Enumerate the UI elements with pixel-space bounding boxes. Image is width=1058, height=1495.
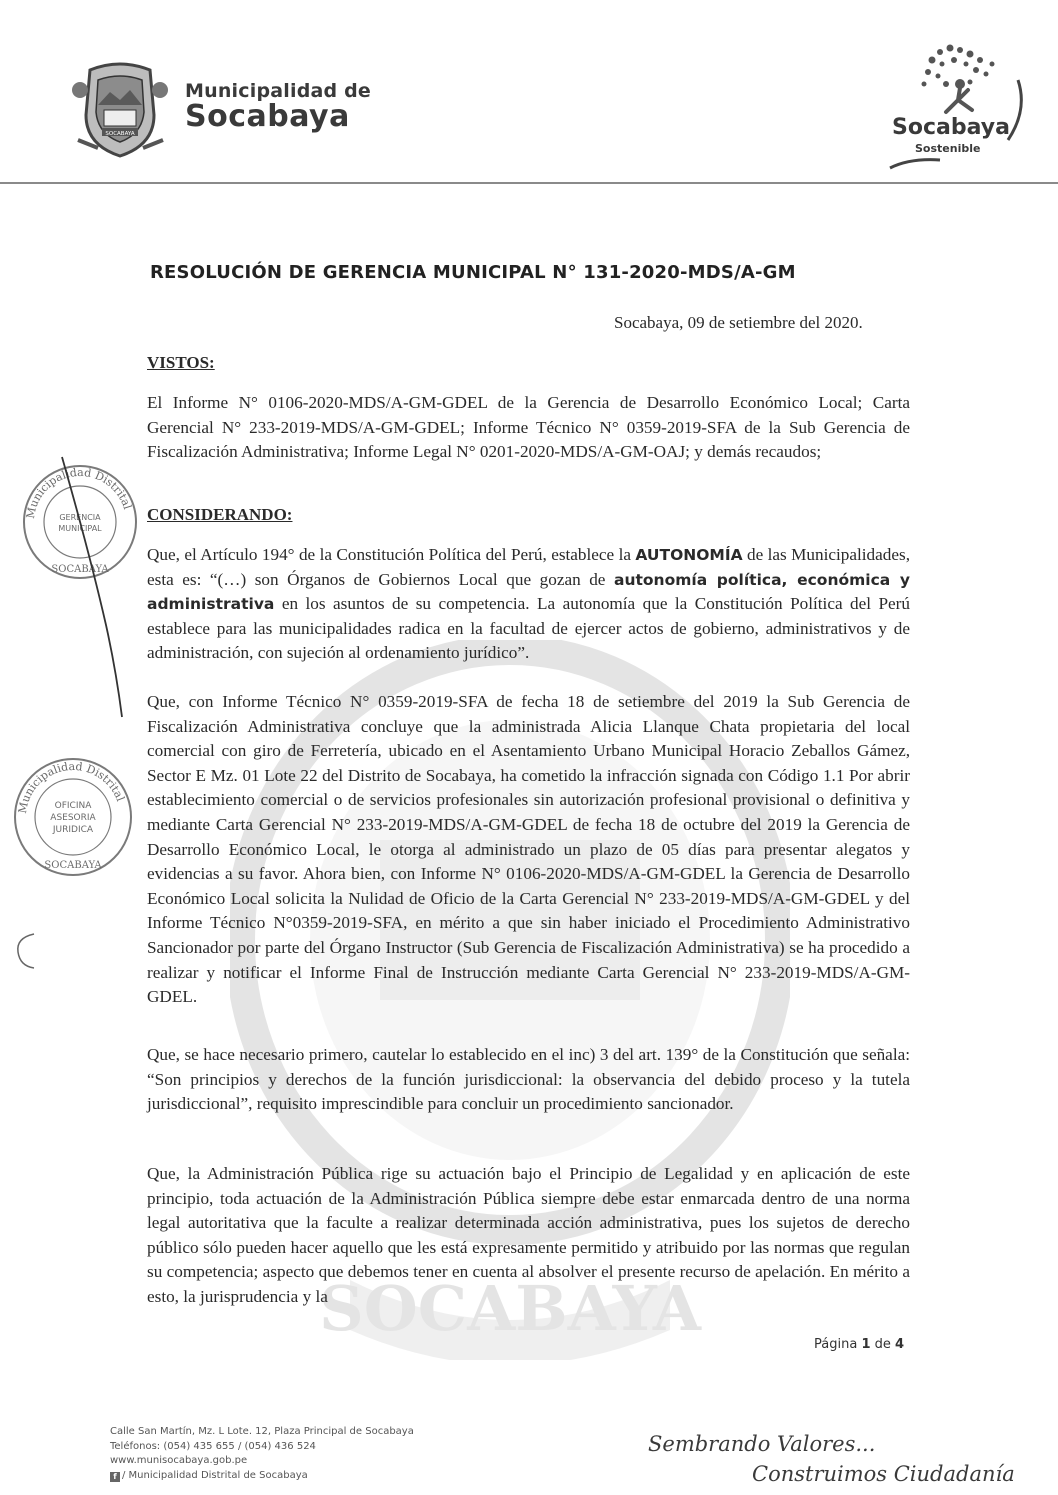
considerando-paragraph-4: Que, la Administración Pública rige su actuación bajo el Principio de Legalidad y en aplicación de este principio, toda actuación de la Administración Pública siempre debe estar enmarcada dentro de una norma legal autoritativa que la faculte a realizar determinada acción administrativa, pues los sujetos de derecho público sólo pueden hacer aquello que les está expresamente permitido y atribuido por las normas que regulan su competencia; aspecto que debemos tener en cuenta al absolver el presente recurso de apelación. En mérito a esto, la jurisprudencia y la bbox=[147, 1164, 910, 1306]
footer-phones: Teléfonos: (054) 435 655 / (054) 436 524 bbox=[110, 1440, 316, 1452]
page-number bbox=[814, 1337, 904, 1352]
considerando-paragraph-2: Que, con Informe Técnico N° 0359-2019-SFA de fecha 18 de setiembre del 2019 la Sub Gerencia de Fiscalización Administrativa concluye que la administrada Alicia Llanque Chata propietaria del local comercial con giro de Ferretería, ubicado en el Asentamiento Urbano Municipal Horacio Zeballos Gámez, Sector E Mz. 01 Lote 22 del Distrito de Socabaya, ha cometido la infracción signada con Código 1.1 Por abrir establecimiento comercial o de servicios profesionales sin autorización profesional provisional o definitiva y mediante Carta Gerencial N° 233-2019-MDS/A-GM-GDEL de fecha 18 de octubre del 2019 la Gerencia de Desarrollo Económico Local, le otorga al administrado un plazo de 05 días para presentar alegatos y evidencias a su favor. Ahora bien, con Informe N° 0106-2020-MDS/A-GM-GDEL la Gerencia de Desarrollo Económico Local solicita la Nulidad de Oficio de la Carta Gerencial N° 233-2019-MDS/A-GM-GDEL y del Informe Técnico N°0359-2019-SFA, en mérito a que sin haber iniciado el Procedimiento Administrativo Sancionador por parte del Órgano Instructor (Sub Gerencia de Fiscalización Administrativa) se ha procedido a realizar y notificar el Informe Final de Instrucción mediante Carta Gerencial N° 233-2019-MDS/A-GM-GDEL. bbox=[147, 692, 910, 1007]
resolution-title: RESOLUCIÓN DE GERENCIA MUNICIPAL N° 131-2020-MDS/A-GM bbox=[150, 262, 796, 283]
page-total: 4 bbox=[895, 1337, 905, 1352]
footer-slogan-line2: Construimos Ciudadanía bbox=[752, 1462, 1015, 1486]
socabaya-sostenible-logo bbox=[880, 40, 1030, 180]
para1-part-c: de las Municipalidades, esta es: “(…) son Órganos de Gobiernos Local que gozan de bbox=[147, 545, 910, 589]
footer-slogan-line1: Sembrando Valores... bbox=[648, 1432, 876, 1456]
page-current: 1 bbox=[861, 1337, 871, 1352]
stamp2-center-3: JURIDICA bbox=[52, 825, 94, 835]
para1-part-e: en los asuntos de su competencia. La autonomía que la Constitución Política del Perú establece para las municipalidades radica en la facultad de ejercer actos de gobierno, administrativos y de administración, con sujeción al ordenamiento jurídico”. bbox=[147, 594, 910, 663]
vistos-paragraph: El Informe N° 0106-2020-MDS/A-GM-GDEL de la Gerencia de Desarrollo Económico Local; Carta Gerencial N° 233-2019-MDS/A-GM-GDEL; Informe Técnico N° 0359-2019-SFA de la Sub Gerencia de Fiscalización Administrativa; Informe Legal N° 0201-2020-MDS/A-GM-OAJ; y demás recaudos; bbox=[147, 393, 910, 462]
brand-title: Socabaya bbox=[892, 115, 1010, 140]
vistos-heading: VISTOS: bbox=[147, 353, 215, 372]
header-divider bbox=[0, 182, 1058, 184]
facebook-icon: f bbox=[110, 1472, 120, 1482]
stamp1-center-2: MUNICIPAL bbox=[58, 524, 102, 533]
punch-hole-mark bbox=[14, 932, 38, 970]
footer-contact bbox=[110, 1425, 414, 1483]
considerando-paragraph-3: Que, se hace necesario primero, cautelar lo establecido en el inc) 3 del art. 139° de la Constitución que señala: “Son principios y derechos de la función jurisdiccional: la observancia del debido proceso y la tutela jurisdiccional”, requisito imprescindible para concluir un procedimiento sancionador. bbox=[147, 1045, 910, 1114]
footer-social-text: / Municipalidad Distrital de Socabaya bbox=[122, 1469, 308, 1481]
municipal-shield-logo bbox=[68, 60, 173, 160]
para1-part-a: Que, el Artículo 194° de la Constitución Política del Perú, establece la bbox=[147, 545, 636, 564]
footer-social bbox=[110, 1469, 414, 1484]
brand-subtitle: Sostenible bbox=[915, 142, 981, 155]
header-org-name bbox=[185, 80, 371, 134]
resolution-date: Socabaya, 09 de setiembre del 2020. bbox=[614, 313, 863, 332]
para1-autonomia-types: autonomía política, económica y administrativa bbox=[147, 570, 910, 614]
stamp1-ring-text: Municipalidad Distrital bbox=[23, 465, 135, 520]
stamp2-bottom-text: SOCABAYA bbox=[44, 860, 102, 871]
stamp2-center-1: OFICINA bbox=[54, 801, 92, 811]
stamp2-center-2: ASESORIA bbox=[50, 813, 96, 823]
footer-website: www.munisocabaya.gob.pe bbox=[110, 1455, 248, 1467]
org-name-line1: Municipalidad de bbox=[185, 80, 372, 102]
stamp2-ring-text: Municipalidad Distrital bbox=[15, 759, 127, 815]
considerando-paragraph-1 bbox=[147, 543, 910, 666]
signature-stroke bbox=[60, 455, 140, 720]
page-of: de bbox=[870, 1337, 895, 1352]
org-name-line2: Socabaya bbox=[185, 99, 350, 134]
asesoria-juridica-stamp bbox=[8, 752, 138, 882]
stamp1-bottom-text: SOCABAYA bbox=[51, 564, 109, 575]
considerando-heading: CONSIDERANDO: bbox=[147, 505, 293, 524]
footer-address: Calle San Martín, Mz. L Lote. 12, Plaza Principal de Socabaya bbox=[110, 1426, 414, 1437]
watermark-text: SOCABAYA bbox=[318, 1272, 702, 1345]
para1-autonomia: AUTONOMÍA bbox=[635, 546, 743, 564]
shield-logo-text: SOCABAYA bbox=[105, 131, 135, 137]
page-label: Página bbox=[814, 1337, 862, 1352]
stamp1-center-1: GERENCIA bbox=[59, 513, 101, 522]
